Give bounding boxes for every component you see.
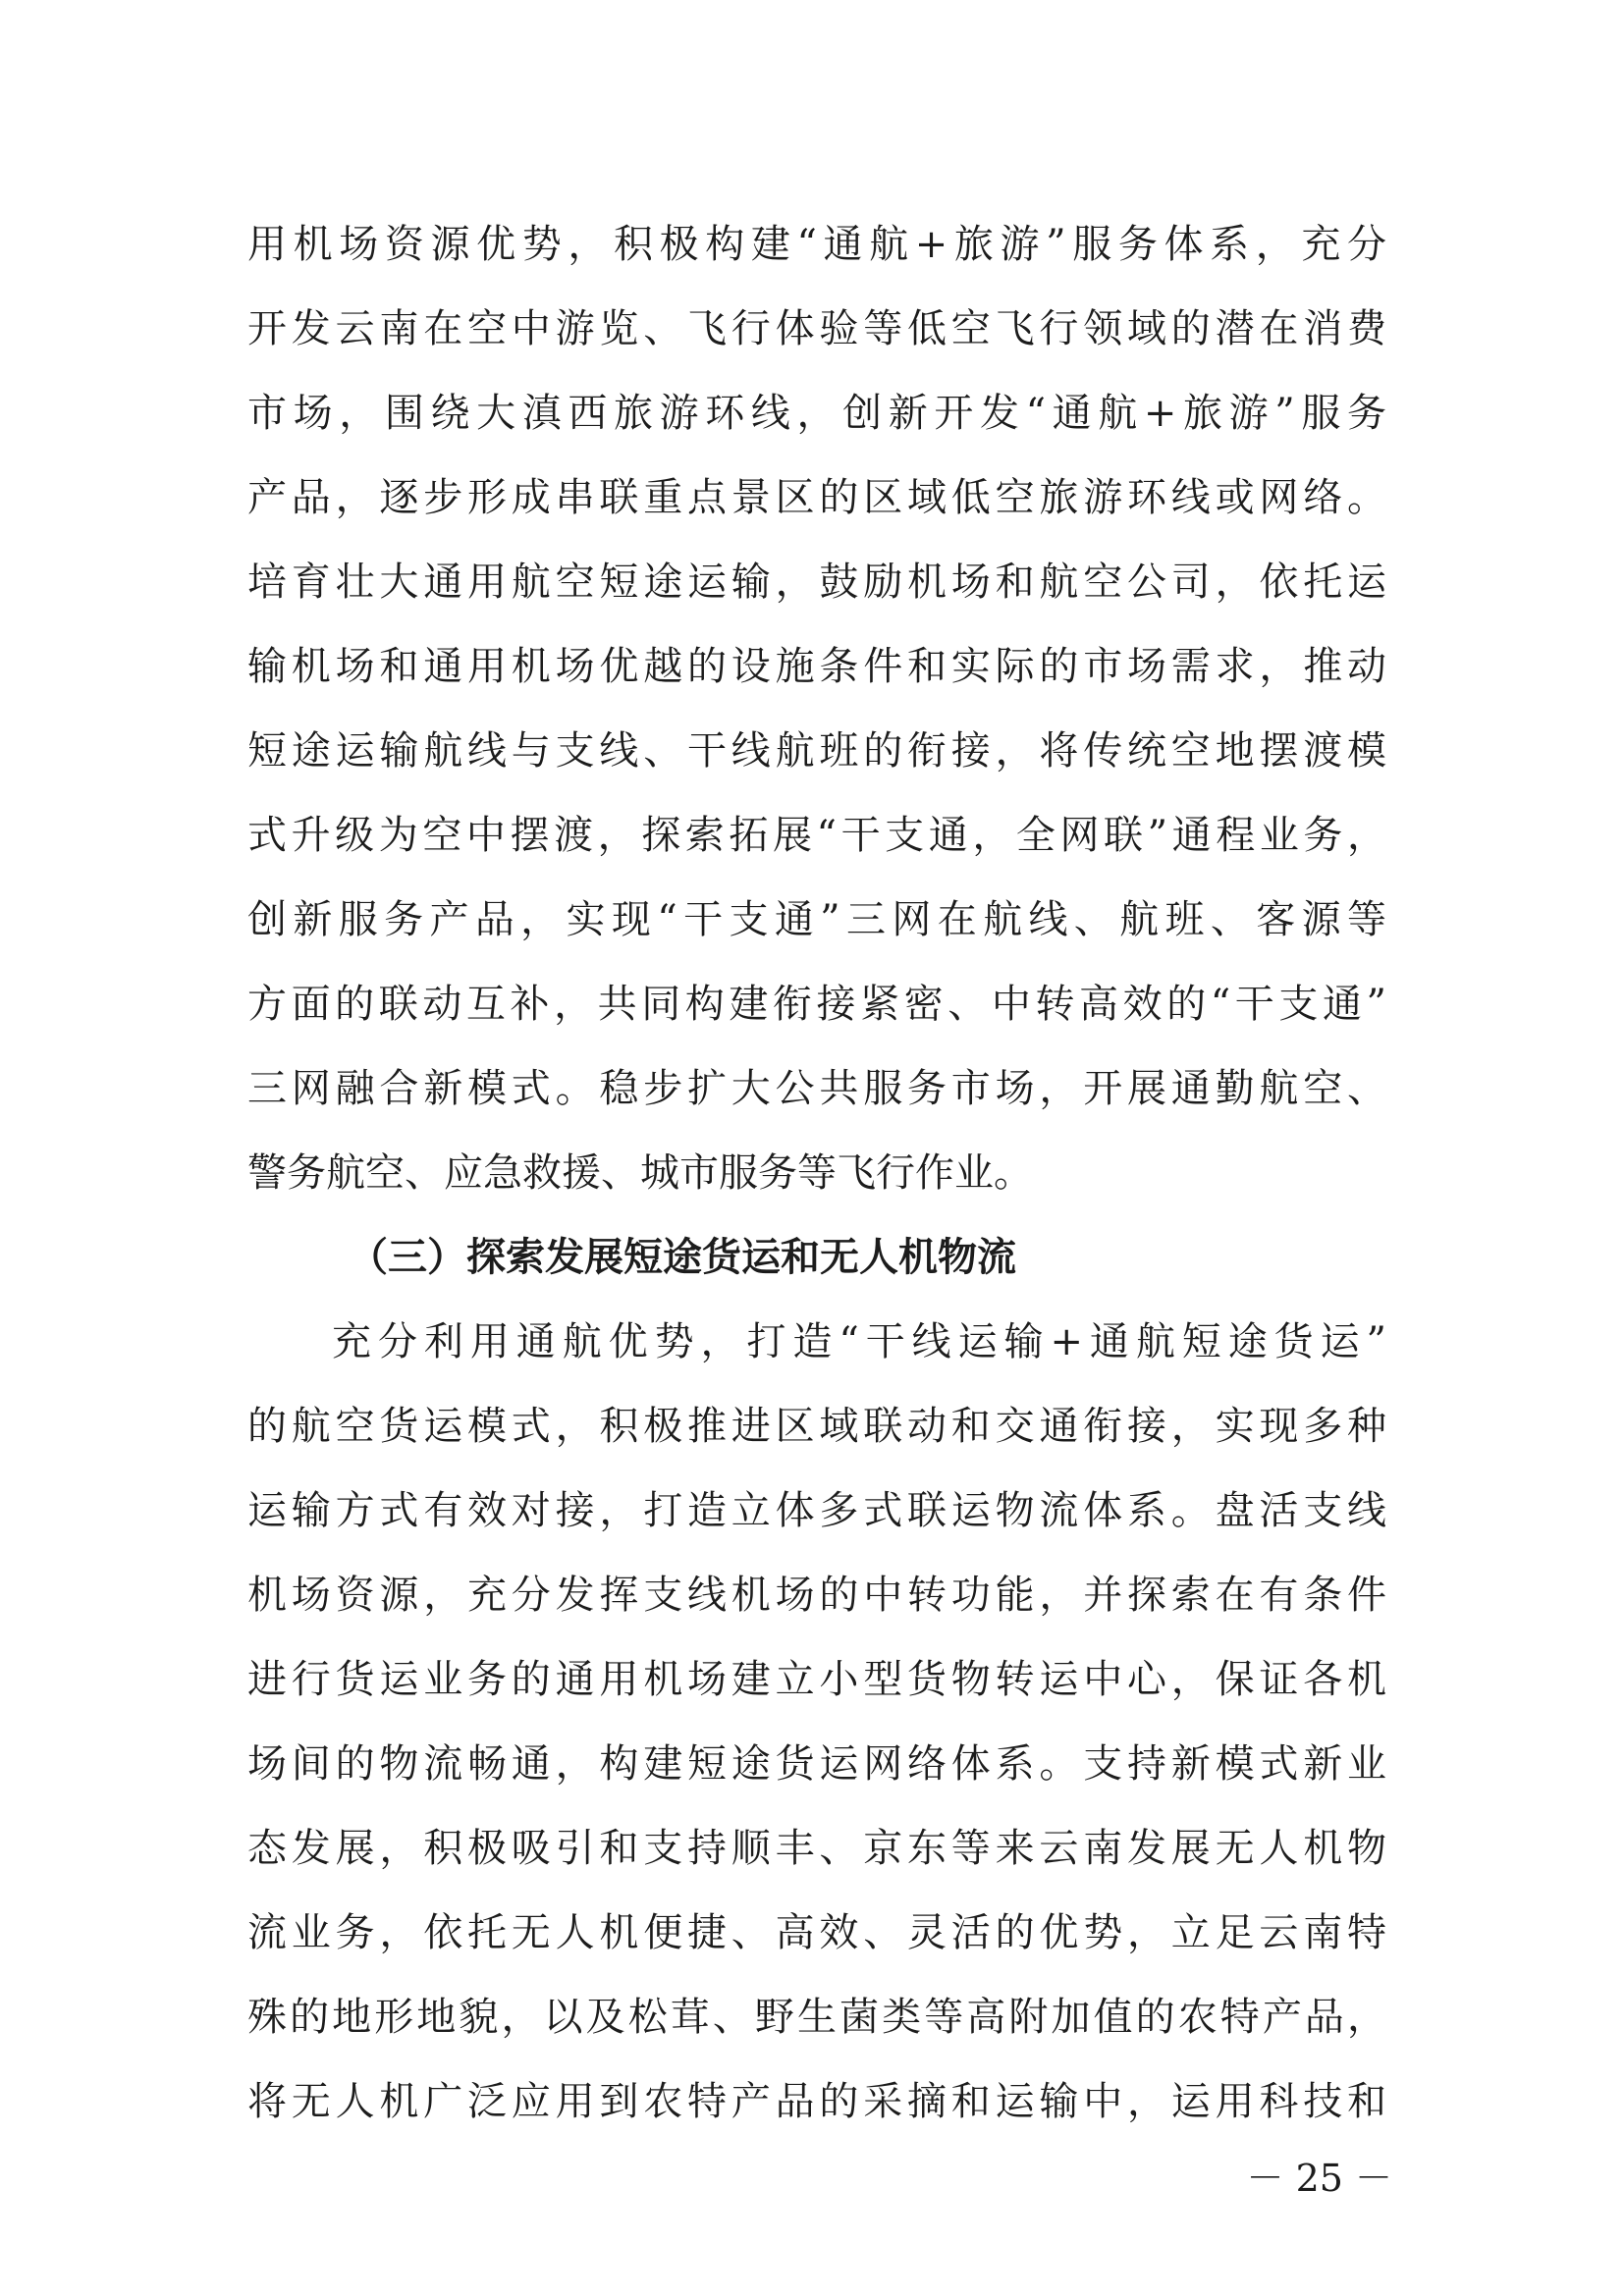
paragraph-line: 场间的物流畅通，构建短途货运网络体系。支持新模式新业 <box>247 1741 1386 1787</box>
paragraph-line: 输机场和通用机场优越的设施条件和实际的市场需求，推动 <box>247 644 1386 689</box>
paragraph-line: 三网融合新模式。稳步扩大公共服务市场，开展通勤航空、 <box>247 1066 1386 1111</box>
paragraph-line: 市场，围绕大滇西旅游环线，创新开发“通航+旅游”服务 <box>247 391 1386 436</box>
paragraph-line: 警务航空、应急救援、城市服务等飞行作业。 <box>247 1150 1033 1196</box>
page-number: － 25 － <box>1246 2157 1392 2200</box>
paragraph-line: 创新服务产品，实现“干支通”三网在航线、航班、客源等 <box>247 897 1386 942</box>
paragraph-line: 用机场资源优势，积极构建“通航+旅游”服务体系，充分 <box>247 222 1386 267</box>
paragraph-line: 流业务，依托无人机便捷、高效、灵活的优势，立足云南特 <box>247 1910 1386 1955</box>
paragraph-line: 开发云南在空中游览、飞行体验等低空飞行领域的潜在消费 <box>247 306 1386 351</box>
paragraph-line: 将无人机广泛应用到农特产品的采摘和运输中，运用科技和 <box>247 2079 1386 2124</box>
paragraph-line: 运输方式有效对接，打造立体多式联运物流体系。盘活支线 <box>247 1488 1386 1533</box>
paragraph-line: 态发展，积极吸引和支持顺丰、京东等来云南发展无人机物 <box>247 1826 1386 1871</box>
paragraph-line: 殊的地形地貌，以及松茸、野生菌类等高附加值的农特产品， <box>247 1995 1386 2040</box>
paragraph-line: 短途运输航线与支线、干线航班的衔接，将传统空地摆渡模 <box>247 728 1386 774</box>
paragraph-line: 产品，逐步形成串联重点景区的区域低空旅游环线或网络。 <box>247 475 1386 520</box>
paragraph-line: 式升级为空中摆渡，探索拓展“干支通，全网联”通程业务， <box>247 813 1386 858</box>
paragraph-line: 机场资源，充分发挥支线机场的中转功能，并探索在有条件 <box>247 1573 1386 1618</box>
section-heading: （三）探索发展短途货运和无人机物流 <box>349 1235 1016 1280</box>
paragraph-line: 充分利用通航优势，打造“干线运输+通航短途货运” <box>332 1319 1386 1364</box>
paragraph-line: 培育壮大通用航空短途运输，鼓励机场和航空公司，依托运 <box>247 560 1386 605</box>
paragraph-line: 的航空货运模式，积极推进区域联动和交通衔接，实现多种 <box>247 1404 1386 1449</box>
paragraph-line: 进行货运业务的通用机场建立小型货物转运中心，保证各机 <box>247 1657 1386 1702</box>
paragraph-line: 方面的联动互补，共同构建衔接紧密、中转高效的“干支通” <box>247 982 1386 1027</box>
